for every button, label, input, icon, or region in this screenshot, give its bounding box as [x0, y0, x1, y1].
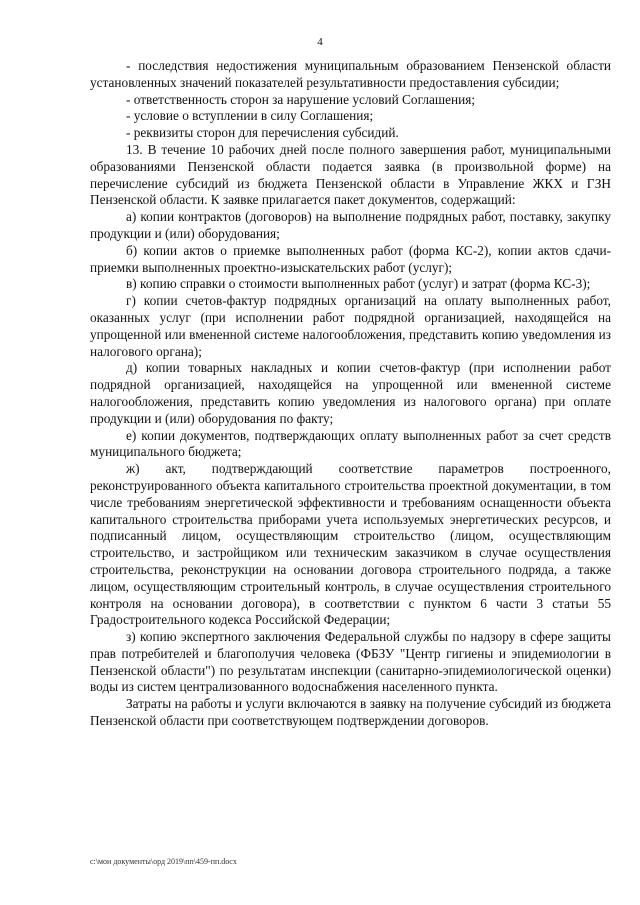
- paragraph: - реквизиты сторон для перечисления субсидий.: [126, 125, 399, 141]
- paragraph: - ответственность сторон за нарушение условий Соглашения;: [126, 91, 476, 107]
- paragraph: д) копии товарных накладных и копии счетов-фактур (при исполнении работ подрядной организацией, находящейся на упрощенной или вмененной системе налогообложения, представить копию уведомления из налогового органа) при оплате продукции и (или) оборудования по факту;: [90, 360, 611, 426]
- footer-file-path: c:\мои документы\орд 2019\пп\459-пп.docx: [90, 857, 237, 866]
- paragraph: 13. В течение 10 рабочих дней после полного завершения работ, муниципальными образованиями Пензенской области подается заявка (в произвольной форме) на перечисление субсидий из бюджета Пензенской области в Управление ЖКХ и ГЗН Пензенской области. К заявке прилагается пакет документов, содержащий:: [90, 141, 611, 208]
- page-number: 4: [317, 36, 323, 48]
- paragraph: а) копии контрактов (договоров) на выполнение подрядных работ, поставку, закупку продукции и (или) оборудования;: [90, 209, 611, 241]
- paragraph: в) копию справки о стоимости выполненных работ (услуг) и затрат (форма КС-3);: [126, 276, 591, 292]
- paragraph: з) копию экспертного заключения Федеральной службы по надзору в сфере защиты прав потребителей и благополучия человека (ФБЗУ "Центр гигиены и эпидемиологии в Пензенской области") по результатам инспекции (санитарно-эпидемиологической оценки) воды из систем централизованного водоснабжения населенного пункта.: [90, 629, 611, 695]
- paragraph: е) копии документов, подтверждающих оплату выполненных работ за счет средств муниципального бюджета;: [90, 427, 611, 460]
- paragraph: б) копии актов о приемке выполненных работ (форма КС-2), копии актов сдачи-приемки выполненных проектно-изыскательских работ (услуг);: [90, 242, 611, 275]
- paragraph: - условие о вступлении в силу Соглашения;: [126, 108, 374, 124]
- paragraph: - последствия недостижения муниципальным образованием Пензенской области установленных значений показателей результативности предоставления субсидии;: [90, 58, 611, 90]
- paragraph: г) копии счетов-фактур подрядных организаций на оплату выполненных работ, оказанных услуг (при исполнении работ подрядной организацией, находящейся на упрощенной или вмененной системе налогообложения, представить копию уведомления из налогового органа);: [90, 293, 611, 359]
- document-body: [90, 58, 611, 730]
- paragraph: ж) акт, подтверждающий соответствие параметров построенного, реконструированного объекта капитального строительства проектной документации, в том числе требованиям энергетической эффективности и требованиям оснащенности объекта капитального строительства приборами учета используемых энергетических ресурсов, и подписанный лицом, осуществляющим строительство (лицом, осуществляющим строительство, и застройщиком или техническим заказчиком в случае осуществления строительства, реконструкции на основании договора строительного подряда, а также лицом, осуществляющим строительный контроль, в случае осуществления строительного контроля на основании договора), в соответствии с пунктом 6 части 3 статьи 55 Градостроительного кодекса Российской Федерации;: [90, 461, 611, 628]
- paragraph: Затраты на работы и услуги включаются в заявку на получение субсидий из бюджета Пензенской области при соответствующем подтверждении договоров.: [90, 696, 611, 729]
